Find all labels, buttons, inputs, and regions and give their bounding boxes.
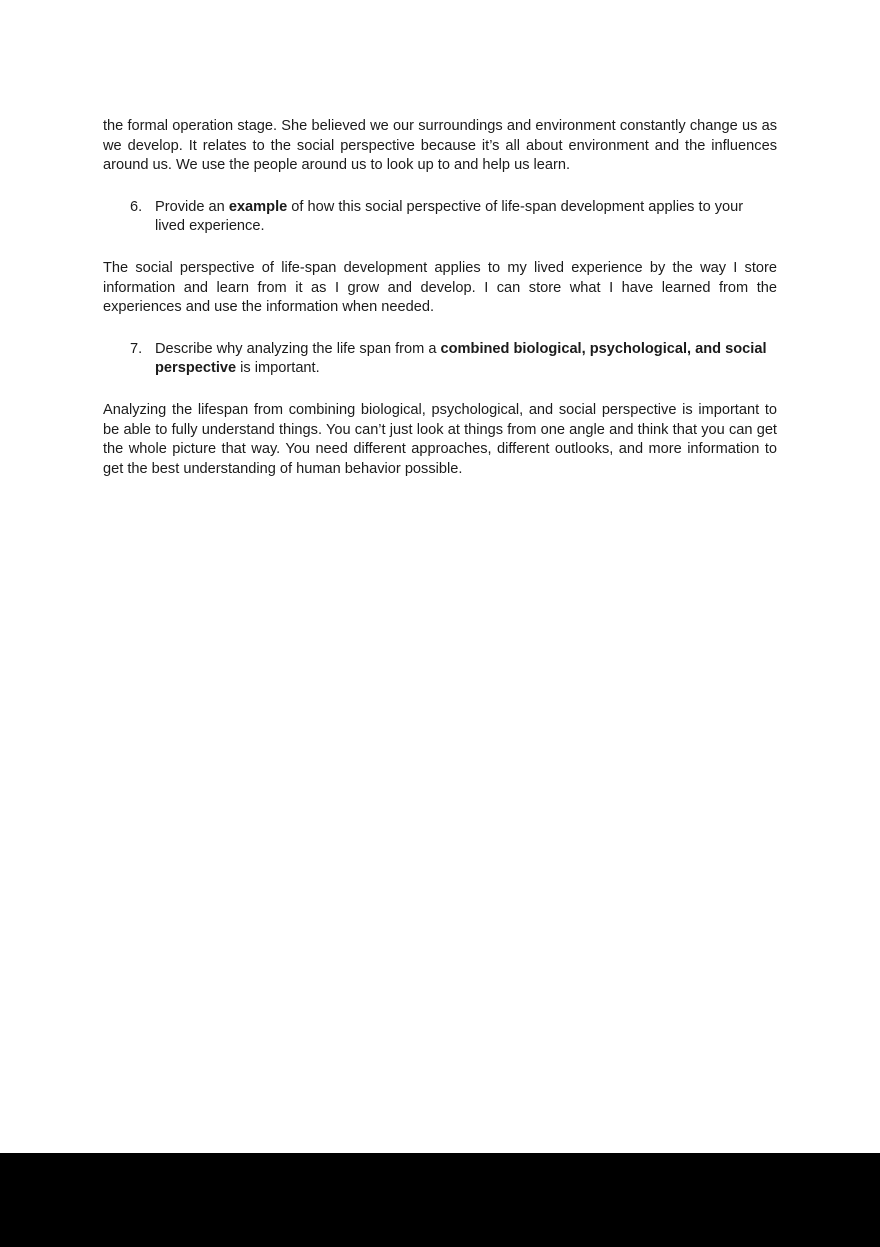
question-7-text-after: is important.: [236, 360, 320, 377]
question-7-number: 7.: [130, 340, 143, 357]
question-7: [130, 340, 777, 379]
question-7-text-before: Describe why analyzing the life span from a: [155, 340, 441, 357]
answer-6-paragraph: The social perspective of life-span development applies to my lived experience by the way I store information and learn from it as I grow and develop. I can store what I have learned from the experiences and use the information when needed.: [103, 259, 777, 316]
question-6-text-before: Provide an: [155, 198, 229, 215]
page-end-black-region: [0, 1153, 880, 1247]
question-6: [130, 198, 777, 237]
question-6-number: 6.: [130, 198, 143, 215]
question-6-text: [155, 198, 777, 237]
question-7-bold: combined biological, psychological, and social perspective: [155, 340, 767, 377]
question-6-bold: example: [228, 198, 288, 215]
question-6-text-after: of how this social perspective of life-span development applies to your lived experience.: [155, 198, 744, 235]
answer-7-paragraph: Analyzing the lifespan from combining biological, psychological, and social perspective is important to be able to fully understand things. You can’t just look at things from one angle and think that you can get the whole picture that way. You need different approaches, different outlooks, and more information to get the best understanding of human behavior possible.: [103, 401, 777, 477]
question-7-text: [155, 340, 777, 379]
paragraph-intro: the formal operation stage. She believed we our surroundings and environment constantly change us as we develop. It relates to the social perspective because it’s all about environment and the influences around us. We use the people around us to look up to and help us learn.: [103, 118, 777, 174]
